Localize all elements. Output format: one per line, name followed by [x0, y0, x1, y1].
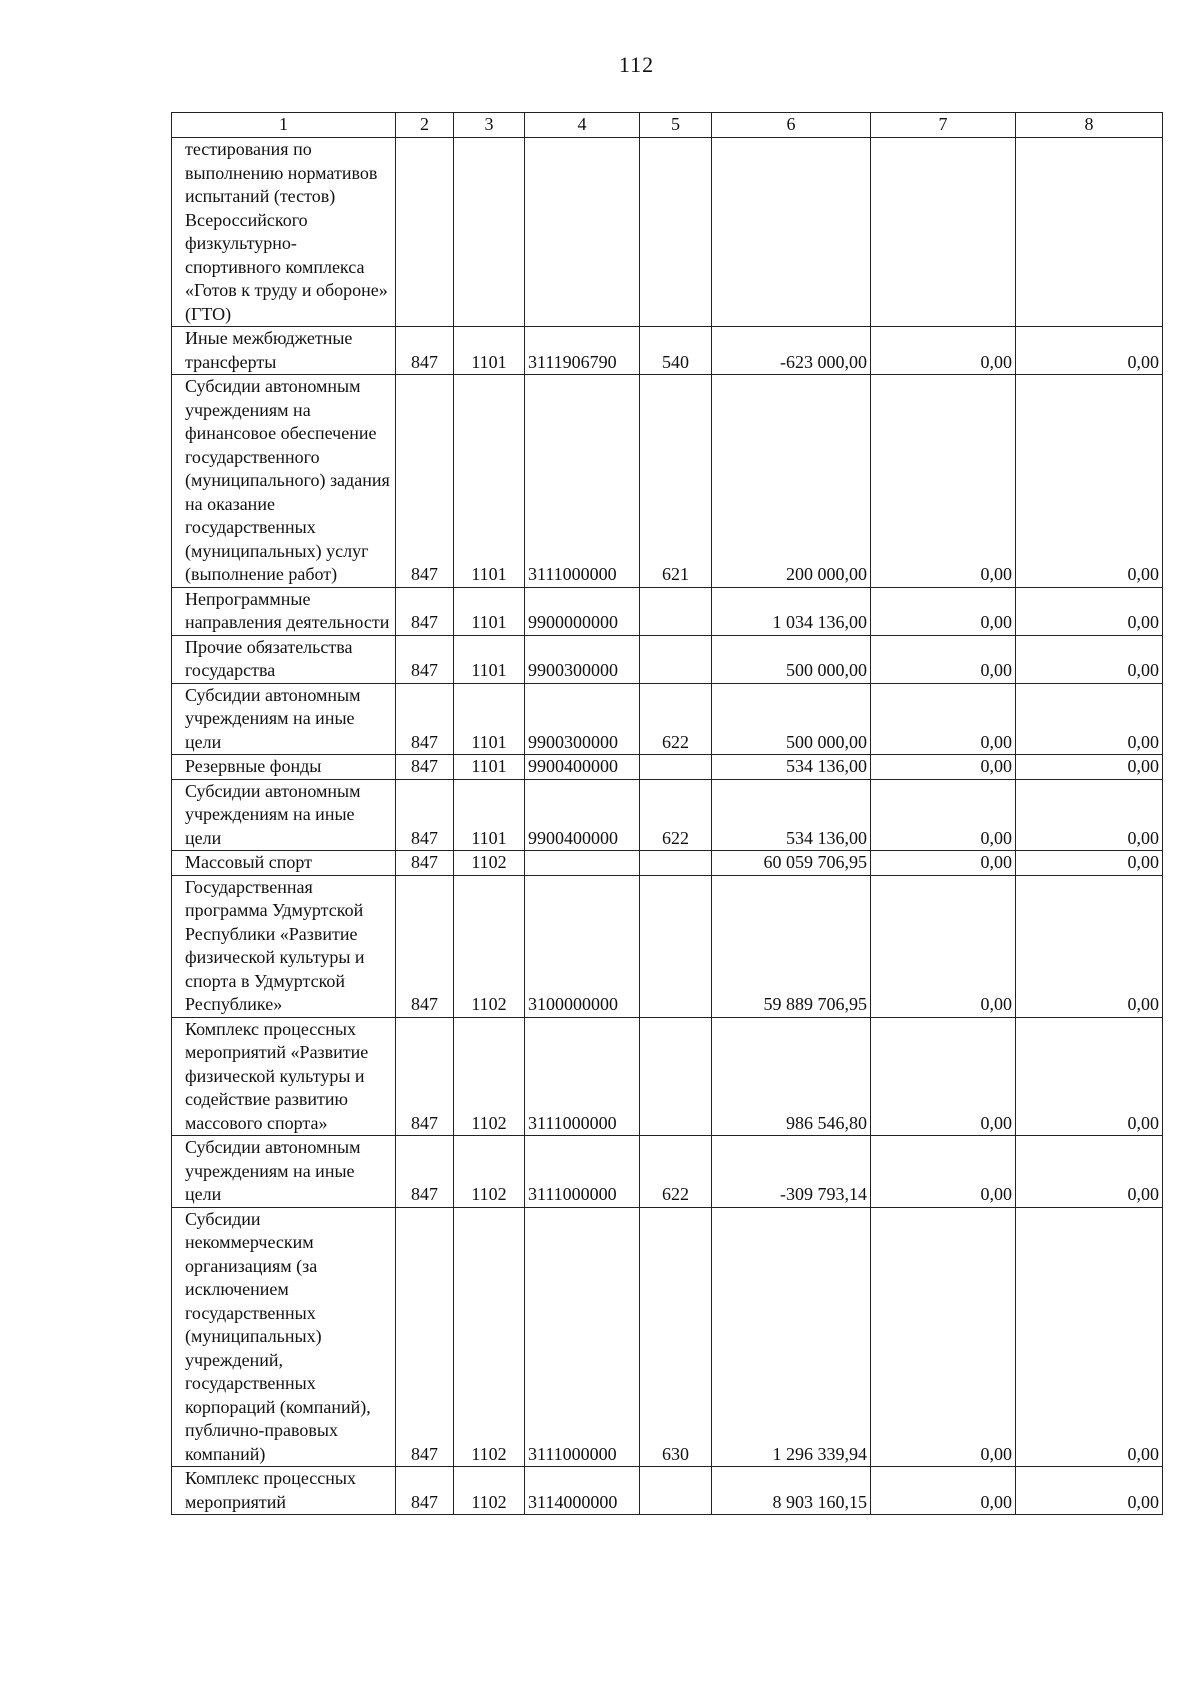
row-target-code: 3100000000 [525, 875, 640, 1017]
row-amount-2027 [1016, 138, 1163, 327]
row-target-code: 9900300000 [525, 683, 640, 755]
row-name: Субсидии автономным учреждениям на иные цели [172, 1136, 396, 1208]
row-ved-code: 847 [396, 851, 454, 876]
row-name: Комплекс процессных мероприятий [172, 1467, 396, 1515]
row-section-code: 1102 [454, 1207, 525, 1467]
row-amount-2025: 60 059 706,95 [712, 851, 871, 876]
col-header: 3 [454, 113, 525, 138]
row-expense-type [640, 1017, 712, 1136]
row-section-code: 1101 [454, 375, 525, 588]
row-amount-2027: 0,00 [1016, 851, 1163, 876]
table-row [172, 138, 1163, 327]
row-name: Субсидии автономным учреждениям на финансовое обеспечение государственного (муниципального) задания на оказание государственных (муниципальных) услуг (выполнение работ) [172, 375, 396, 588]
row-ved-code: 847 [396, 779, 454, 851]
row-amount-2026: 0,00 [871, 875, 1016, 1017]
table-row [172, 1017, 1163, 1136]
row-expense-type [640, 587, 712, 635]
row-section-code: 1102 [454, 1017, 525, 1136]
row-amount-2025: -309 793,14 [712, 1136, 871, 1208]
col-header: 6 [712, 113, 871, 138]
row-name: Резервные фонды [172, 755, 396, 780]
table-row [172, 683, 1163, 755]
row-ved-code: 847 [396, 375, 454, 588]
row-target-code: 3114000000 [525, 1467, 640, 1515]
row-ved-code: 847 [396, 755, 454, 780]
row-amount-2026: 0,00 [871, 851, 1016, 876]
row-name: тестирования по выполнению нормативов испытаний (тестов) Всероссийского физкультурно-спортивного комплекса «Готов к труду и обороне» (ГТО) [172, 138, 396, 327]
table-header-row [172, 113, 1163, 138]
row-amount-2026: 0,00 [871, 779, 1016, 851]
row-amount-2027: 0,00 [1016, 875, 1163, 1017]
budget-table [171, 112, 1163, 1515]
row-ved-code: 847 [396, 1467, 454, 1515]
row-name: Прочие обязательства государства [172, 635, 396, 683]
row-ved-code: 847 [396, 587, 454, 635]
row-section-code: 1101 [454, 327, 525, 375]
row-amount-2025 [712, 138, 871, 327]
row-amount-2026 [871, 138, 1016, 327]
row-amount-2027: 0,00 [1016, 683, 1163, 755]
row-name: Субсидии автономным учреждениям на иные цели [172, 779, 396, 851]
row-name: Субсидии некоммерческим организациям (за исключением государственных (муниципальных) учреждений, государственных корпораций (компаний), публично-правовых компаний) [172, 1207, 396, 1467]
col-header: 5 [640, 113, 712, 138]
row-expense-type: 630 [640, 1207, 712, 1467]
row-section-code: 1102 [454, 851, 525, 876]
row-section-code: 1102 [454, 1136, 525, 1208]
row-amount-2027: 0,00 [1016, 375, 1163, 588]
table-row [172, 375, 1163, 588]
row-expense-type: 622 [640, 683, 712, 755]
row-amount-2026: 0,00 [871, 327, 1016, 375]
col-header: 8 [1016, 113, 1163, 138]
row-amount-2025: 500 000,00 [712, 683, 871, 755]
row-section-code: 1101 [454, 779, 525, 851]
row-section-code [454, 138, 525, 327]
row-expense-type [640, 635, 712, 683]
row-target-code: 3111000000 [525, 1136, 640, 1208]
row-name: Комплекс процессных мероприятий «Развитие физической культуры и содействие развитию массового спорта» [172, 1017, 396, 1136]
row-amount-2026: 0,00 [871, 375, 1016, 588]
row-amount-2025: -623 000,00 [712, 327, 871, 375]
table-row [172, 1136, 1163, 1208]
row-ved-code: 847 [396, 635, 454, 683]
row-section-code: 1101 [454, 635, 525, 683]
row-target-code: 3111906790 [525, 327, 640, 375]
table-row [172, 779, 1163, 851]
page-number: 112 [618, 52, 655, 77]
col-header: 1 [172, 113, 396, 138]
row-amount-2026: 0,00 [871, 1136, 1016, 1208]
table-row [172, 875, 1163, 1017]
row-expense-type [640, 755, 712, 780]
row-amount-2027: 0,00 [1016, 635, 1163, 683]
row-amount-2025: 8 903 160,15 [712, 1467, 871, 1515]
table-row [172, 635, 1163, 683]
row-ved-code: 847 [396, 327, 454, 375]
row-amount-2026: 0,00 [871, 683, 1016, 755]
row-expense-type: 540 [640, 327, 712, 375]
row-ved-code: 847 [396, 1017, 454, 1136]
row-amount-2027: 0,00 [1016, 1017, 1163, 1136]
row-amount-2025: 200 000,00 [712, 375, 871, 588]
row-ved-code: 847 [396, 875, 454, 1017]
row-amount-2025: 59 889 706,95 [712, 875, 871, 1017]
row-section-code: 1101 [454, 683, 525, 755]
row-amount-2026: 0,00 [871, 587, 1016, 635]
row-name: Иные межбюджетные трансферты [172, 327, 396, 375]
col-header: 7 [871, 113, 1016, 138]
table-row [172, 327, 1163, 375]
row-amount-2025: 986 546,80 [712, 1017, 871, 1136]
row-expense-type: 621 [640, 375, 712, 588]
row-amount-2026: 0,00 [871, 635, 1016, 683]
row-section-code: 1101 [454, 587, 525, 635]
row-amount-2026: 0,00 [871, 1017, 1016, 1136]
row-amount-2025: 1 296 339,94 [712, 1207, 871, 1467]
row-target-code: 3111000000 [525, 375, 640, 588]
row-amount-2027: 0,00 [1016, 1467, 1163, 1515]
row-name: Массовый спорт [172, 851, 396, 876]
row-ved-code: 847 [396, 1207, 454, 1467]
table-row [172, 851, 1163, 876]
table-row [172, 1467, 1163, 1515]
row-expense-type [640, 1467, 712, 1515]
row-amount-2025: 500 000,00 [712, 635, 871, 683]
row-target-code [525, 138, 640, 327]
row-section-code: 1102 [454, 875, 525, 1017]
table-row [172, 1207, 1163, 1467]
row-expense-type [640, 138, 712, 327]
row-amount-2027: 0,00 [1016, 1207, 1163, 1467]
row-target-code: 3111000000 [525, 1207, 640, 1467]
row-name: Непрограммные направления деятельности [172, 587, 396, 635]
row-amount-2025: 534 136,00 [712, 755, 871, 780]
row-target-code: 9900000000 [525, 587, 640, 635]
row-ved-code: 847 [396, 1136, 454, 1208]
row-target-code: 3111000000 [525, 1017, 640, 1136]
row-amount-2025: 534 136,00 [712, 779, 871, 851]
row-ved-code [396, 138, 454, 327]
row-target-code: 9900400000 [525, 779, 640, 851]
row-expense-type: 622 [640, 1136, 712, 1208]
row-amount-2026: 0,00 [871, 1207, 1016, 1467]
row-amount-2027: 0,00 [1016, 755, 1163, 780]
row-amount-2027: 0,00 [1016, 779, 1163, 851]
row-expense-type: 622 [640, 779, 712, 851]
col-header: 4 [525, 113, 640, 138]
row-amount-2026: 0,00 [871, 755, 1016, 780]
row-name: Субсидии автономным учреждениям на иные цели [172, 683, 396, 755]
row-target-code: 9900300000 [525, 635, 640, 683]
row-amount-2025: 1 034 136,00 [712, 587, 871, 635]
table-row [172, 587, 1163, 635]
table-row [172, 755, 1163, 780]
row-section-code: 1101 [454, 755, 525, 780]
row-expense-type [640, 851, 712, 876]
row-amount-2027: 0,00 [1016, 327, 1163, 375]
row-amount-2027: 0,00 [1016, 587, 1163, 635]
row-target-code: 9900400000 [525, 755, 640, 780]
row-amount-2026: 0,00 [871, 1467, 1016, 1515]
col-header: 2 [396, 113, 454, 138]
row-name: Государственная программа Удмуртской Республики «Развитие физической культуры и спорта в Удмуртской Республике» [172, 875, 396, 1017]
row-expense-type [640, 875, 712, 1017]
row-target-code [525, 851, 640, 876]
row-section-code: 1102 [454, 1467, 525, 1515]
row-ved-code: 847 [396, 683, 454, 755]
row-amount-2027: 0,00 [1016, 1136, 1163, 1208]
